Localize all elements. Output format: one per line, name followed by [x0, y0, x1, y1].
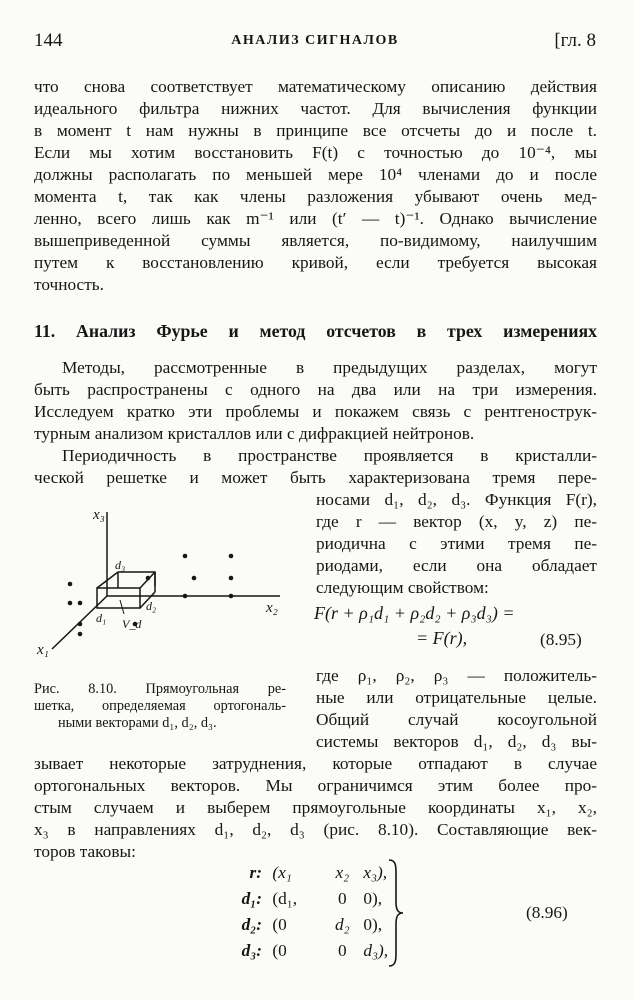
text-line: где r — вектор (x, y, z) пе- — [316, 512, 597, 531]
d1-label: d₁ — [96, 611, 107, 625]
row-label: r: — [249, 863, 262, 882]
right-brace — [386, 858, 406, 968]
text-line: точность. — [34, 275, 104, 294]
text-line: ленно, всего лишь как m⁻¹ или (t′ — t)⁻¹. Однако вычисление — [34, 209, 597, 228]
cell: (x₁ — [272, 863, 292, 882]
text-line: ортогональных векторов. Мы ограничимся этим более про- — [34, 776, 597, 795]
cell: 0 — [338, 889, 347, 908]
text-line: момента t, так как члены разложения убывают очень мед- — [34, 187, 597, 206]
caption-line: ными векторами d₁, d₂, d₃. — [58, 715, 217, 731]
text-line: стым случаем и выберем прямоугольные координаты x₁, x₂, — [34, 798, 597, 817]
text-line: риодами, если она обладает — [316, 556, 597, 575]
text-line: турным анализом кристаллов или с дифракцией нейтронов. — [34, 424, 475, 443]
text-line: зывает некоторые затруднения, которые отпадают в случае — [34, 754, 597, 773]
lattice-point — [229, 594, 234, 599]
lattice-diagram — [34, 504, 296, 674]
cell: d₂ — [335, 915, 350, 934]
d2-label: d₂ — [146, 599, 157, 613]
text-line: ные или отрицательные целые. — [316, 688, 597, 707]
vd-pointer — [120, 600, 124, 614]
lattice-point — [183, 554, 188, 559]
chapter-label: [гл. 8 — [554, 30, 596, 51]
figure-8-10 — [34, 504, 296, 674]
equation-line-2: = F(r), — [416, 628, 468, 648]
text-line: следующим свойством: — [316, 578, 489, 597]
text-line: Исследуем кратко эти проблемы и покажем связь с рентгенострук- — [34, 402, 597, 421]
page-header — [34, 28, 596, 54]
lattice-point — [229, 554, 234, 559]
lattice-point — [183, 594, 188, 599]
lattice-points — [68, 554, 234, 637]
lattice-point — [192, 576, 197, 581]
text-line: Методы, рассмотренные в предыдущих разделах, могут — [62, 358, 597, 377]
lattice-point — [78, 632, 83, 637]
page-number: 144 — [34, 30, 63, 51]
cell: 0 — [338, 941, 347, 960]
text-line: где ρ₁, ρ₂, ρ₃ — положитель- — [316, 666, 597, 685]
lattice-point — [78, 601, 83, 606]
lattice-point — [68, 601, 73, 606]
text-line: риодична с этими тремя пе- — [316, 534, 597, 553]
text-line: Периодичность в пространстве проявляется в кристалли- — [62, 446, 597, 465]
x3-label: x₃ — [93, 507, 105, 523]
cell: (d₁, — [272, 889, 298, 908]
x2-label: x₂ — [266, 600, 278, 616]
text-line: путем к восстановлению кривой, если требуется высокая — [34, 253, 597, 272]
text-line: в момент t нам нужны в принципе все отсчеты до и после t. — [34, 121, 597, 140]
row-label: d₃: — [241, 941, 262, 960]
cell: 0), — [363, 889, 383, 908]
text-line: ческой решетке и может быть характеризована тремя пере- — [34, 468, 597, 487]
text-line: Если мы хотим восстановить F(t) с точностью до 10⁻⁴, мы — [34, 143, 597, 162]
cell-front-face — [97, 588, 140, 608]
row-label: d₁: — [241, 889, 262, 908]
lattice-point — [229, 576, 234, 581]
caption-line: Рис. 8.10. Прямоугольная ре- — [34, 681, 286, 697]
equation-number: (8.96) — [526, 903, 568, 922]
lattice-point — [68, 582, 73, 587]
text-line: должны располагать по меньшей мере 10⁴ членами до и после — [34, 165, 597, 184]
text-line: Общий случай косоугольной — [316, 710, 597, 729]
row-label: d₂: — [241, 915, 262, 934]
cell: d₃), — [363, 941, 389, 960]
cell: (0 — [272, 915, 287, 934]
text-line: идеального фильтра нижних частот. Для вычисления функции — [34, 99, 597, 118]
text-line: носами d₁, d₂, d₃. Функция F(r), — [316, 490, 597, 509]
lattice-point — [78, 622, 83, 627]
x1-label: x₁ — [37, 642, 49, 658]
running-head: АНАЛИЗ СИГНАЛОВ — [231, 33, 399, 48]
text-line: x₃ в направлениях d₁, d₂, d₃ (рис. 8.10). Составляющие век- — [34, 820, 597, 839]
text-line: что снова соответствует математическому описанию действия — [34, 77, 597, 96]
text-line: системы векторов d₁, d₂, d₃ вы- — [316, 732, 597, 751]
lattice-point — [146, 576, 151, 581]
text-line: вышеприведенной суммы является, по-видимому, наилучшим — [34, 231, 597, 250]
caption-line: шетка, определяемая ортогональ- — [34, 698, 286, 714]
cell: x₂ — [335, 863, 350, 882]
equation-line-1: F(r + ρ₁d₁ + ρ₂d₂ + ρ₃d₃) = — [314, 603, 515, 623]
vd-label: V_d — [122, 617, 142, 631]
text-line: быть распространены с одного на два или на три измерения. — [34, 380, 597, 399]
cell: 0), — [363, 915, 383, 934]
cell: (0 — [272, 941, 287, 960]
cell: x₃), — [363, 863, 388, 882]
equation-number: (8.95) — [540, 630, 582, 649]
section-heading: 11. Анализ Фурье и метод отсчетов в трех измерениях — [34, 321, 597, 341]
d3-label: d₃ — [115, 558, 126, 572]
text-line: торов таковы: — [34, 842, 136, 861]
